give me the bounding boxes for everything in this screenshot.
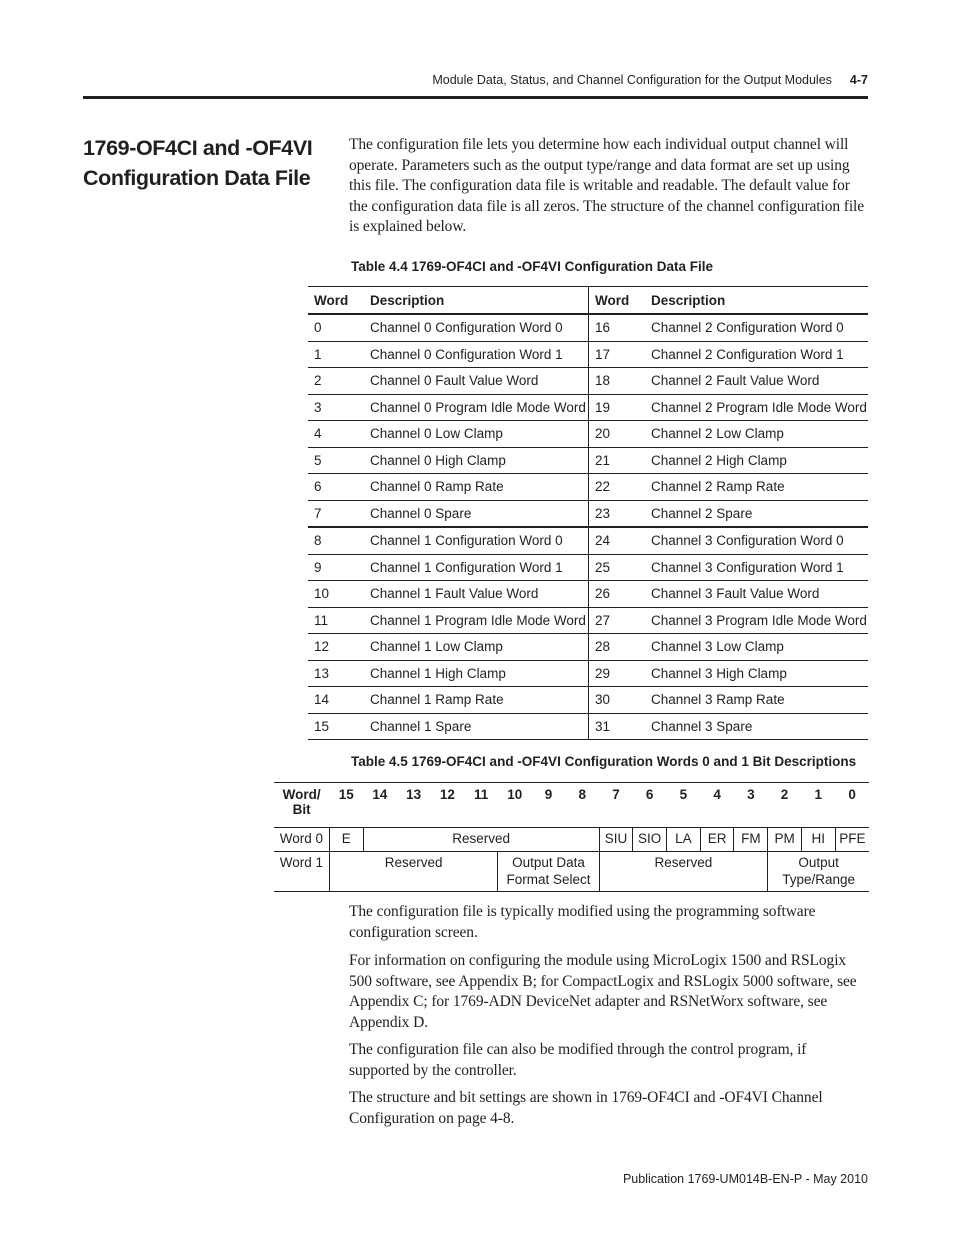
cell: 28 [589, 634, 646, 661]
word-bit-header [274, 783, 329, 828]
running-header [400, 73, 868, 93]
cell: Channel 1 Spare [364, 713, 589, 740]
cell: Channel 2 Ramp Rate [645, 474, 868, 501]
cell: Channel 2 Configuration Word 1 [645, 341, 868, 368]
table-row [308, 554, 868, 581]
cell: 0 [308, 314, 364, 341]
cell: 29 [589, 660, 646, 687]
bit-header: 11 [464, 783, 498, 828]
bit-sio: SIO [633, 828, 667, 852]
table-row [308, 660, 868, 687]
table44-header-row [308, 287, 868, 315]
cell: 9 [308, 554, 364, 581]
table-row [308, 368, 868, 395]
cell: 19 [589, 394, 646, 421]
cell: Channel 1 Configuration Word 1 [364, 554, 589, 581]
cell: Channel 0 Ramp Rate [364, 474, 589, 501]
cell: Channel 0 Spare [364, 500, 589, 527]
cell: 25 [589, 554, 646, 581]
table-row [308, 474, 868, 501]
word1-label: Word 1 [274, 852, 329, 892]
table44-col-description-2: Description [645, 287, 868, 315]
format-line1: Output Data [512, 855, 585, 870]
table44-caption: Table 4.4 1769-OF4CI and -OF4VI Configuration Data File [351, 259, 714, 274]
cell: 27 [589, 607, 646, 634]
config-data-file-table [308, 286, 868, 740]
publication-footer: Publication 1769-UM014B-EN-P - May 2010 [622, 1172, 868, 1186]
cell: 8 [308, 527, 364, 554]
cell: Channel 3 Ramp Rate [645, 687, 868, 714]
cell: Channel 3 Configuration Word 0 [645, 527, 868, 554]
cell: Channel 2 Program Idle Mode Word [645, 394, 868, 421]
table-row [308, 581, 868, 608]
body-paragraph: The configuration file can also be modified through the control program, if supported by the controller. [349, 1041, 807, 1079]
cell: Channel 2 High Clamp [645, 447, 868, 474]
cell: Channel 3 Spare [645, 713, 868, 740]
bit-header: 14 [363, 783, 397, 828]
bit-header: 3 [734, 783, 768, 828]
cell: 3 [308, 394, 364, 421]
section-title-line1: 1769-OF4CI and -OF4VI [83, 136, 313, 160]
body-paragraph: The structure and bit settings are shown in 1769-OF4CI and -OF4VI Channel Configuration on page 4-8. [349, 1089, 823, 1127]
table44-col-word-2: Word [589, 287, 646, 315]
bit-header: 10 [498, 783, 532, 828]
word0-reserved: Reserved [363, 828, 599, 852]
cell: 2 [308, 368, 364, 395]
chapter-title: Module Data, Status, and Channel Configuration for the Output Modules [432, 73, 832, 87]
bit-header: 0 [835, 783, 869, 828]
output-data-format-select [498, 852, 599, 892]
cell: 7 [308, 500, 364, 527]
word1-reserved-low: Reserved [599, 852, 768, 892]
cell: 16 [589, 314, 646, 341]
cell: Channel 0 Configuration Word 1 [364, 341, 589, 368]
section-title [83, 133, 333, 193]
type-line1: Output [798, 855, 839, 870]
word-bit-header-line2: Bit [292, 802, 311, 817]
cell: Channel 0 High Clamp [364, 447, 589, 474]
table-row [308, 421, 868, 448]
cell: 17 [589, 341, 646, 368]
bit-header: 13 [397, 783, 431, 828]
section-title-line2: Configuration Data File [83, 166, 311, 190]
bit-header: 4 [700, 783, 734, 828]
table-row [308, 527, 868, 554]
cell: Channel 1 Low Clamp [364, 634, 589, 661]
format-line2: Format Select [506, 872, 591, 887]
bit-header: 12 [431, 783, 465, 828]
table-row [308, 634, 868, 661]
word0-row [274, 828, 869, 852]
cell: Channel 2 Fault Value Word [645, 368, 868, 395]
cell: Channel 2 Low Clamp [645, 421, 868, 448]
bit-pm: PM [768, 828, 802, 852]
bit-header: 2 [768, 783, 802, 828]
word-bit-header-line1: Word/ [282, 787, 321, 802]
table-row [308, 687, 868, 714]
table44-col-description: Description [364, 287, 589, 315]
table-row [308, 500, 868, 527]
table45-caption: Table 4.5 1769-OF4CI and -OF4VI Configuration Words 0 and 1 Bit Descriptions [351, 754, 857, 769]
bit-header: 8 [565, 783, 599, 828]
bit-er: ER [700, 828, 734, 852]
output-type-range [768, 852, 869, 892]
bit-fm: FM [734, 828, 768, 852]
bit-siu: SIU [599, 828, 633, 852]
table-row [308, 447, 868, 474]
cell: Channel 1 Configuration Word 0 [364, 527, 589, 554]
word1-reserved-high: Reserved [329, 852, 498, 892]
cell: Channel 3 High Clamp [645, 660, 868, 687]
bit-pfe: PFE [835, 828, 869, 852]
body-paragraph: For information on configuring the module using MicroLogix 1500 and RSLogix 500 software, see Appendix B; for CompactLogix and RSLogix 5000 software, see Appendix C; for 1769-ADN DeviceNet adapter and RSNetWorx software, see Appendix D. [349, 952, 857, 1031]
cell: 13 [308, 660, 364, 687]
bit-header: 1 [801, 783, 835, 828]
cell: 15 [308, 713, 364, 740]
table-row [308, 607, 868, 634]
page-number: 4-7 [849, 73, 868, 87]
table-row [308, 314, 868, 341]
cell: Channel 3 Low Clamp [645, 634, 868, 661]
cell: 30 [589, 687, 646, 714]
cell: Channel 1 High Clamp [364, 660, 589, 687]
cell: Channel 3 Configuration Word 1 [645, 554, 868, 581]
table-row [308, 713, 868, 740]
cell: Channel 3 Program Idle Mode Word [645, 607, 868, 634]
cell: Channel 1 Program Idle Mode Word [364, 607, 589, 634]
cell: Channel 0 Low Clamp [364, 421, 589, 448]
cell: Channel 1 Ramp Rate [364, 687, 589, 714]
cell: 5 [308, 447, 364, 474]
cell: 20 [589, 421, 646, 448]
table44-col-word: Word [308, 287, 364, 315]
body-paragraph: The configuration file is typically modified using the programming software configuration screen. [349, 903, 816, 941]
table-row [308, 341, 868, 368]
cell: 12 [308, 634, 364, 661]
cell: 6 [308, 474, 364, 501]
cell: 26 [589, 581, 646, 608]
bit-hi: HI [801, 828, 835, 852]
cell: Channel 1 Fault Value Word [364, 581, 589, 608]
type-line2: Type/Range [782, 872, 855, 887]
word0-label: Word 0 [274, 828, 329, 852]
cell: 18 [589, 368, 646, 395]
cell: Channel 0 Fault Value Word [364, 368, 589, 395]
bit-header: 9 [532, 783, 566, 828]
cell: Channel 2 Configuration Word 0 [645, 314, 868, 341]
cell: 10 [308, 581, 364, 608]
cell: 24 [589, 527, 646, 554]
bit-e: E [329, 828, 363, 852]
table45-header-row [274, 783, 869, 828]
cell: 4 [308, 421, 364, 448]
bit-header: 15 [329, 783, 363, 828]
bit-la: LA [667, 828, 701, 852]
cell: 31 [589, 713, 646, 740]
cell: Channel 0 Configuration Word 0 [364, 314, 589, 341]
cell: Channel 0 Program Idle Mode Word [364, 394, 589, 421]
table-row [308, 394, 868, 421]
cell: 14 [308, 687, 364, 714]
cell: 1 [308, 341, 364, 368]
header-rule [83, 96, 868, 99]
bit-header: 7 [599, 783, 633, 828]
bit-header: 6 [633, 783, 667, 828]
word1-row [274, 852, 869, 892]
cell: 21 [589, 447, 646, 474]
cell: Channel 3 Fault Value Word [645, 581, 868, 608]
bit-descriptions-table [274, 782, 869, 892]
cell: 22 [589, 474, 646, 501]
intro-paragraph: The configuration file lets you determine how each individual output channel will operate. Parameters such as the output type/range and data format are set up using this file. The configuration data file is writable and readable. The default value for the configuration data file is all zeros. The structure of the channel configuration file is explained below. [349, 136, 865, 235]
cell: Channel 2 Spare [645, 500, 868, 527]
cell: 11 [308, 607, 364, 634]
bit-header: 5 [667, 783, 701, 828]
cell: 23 [589, 500, 646, 527]
